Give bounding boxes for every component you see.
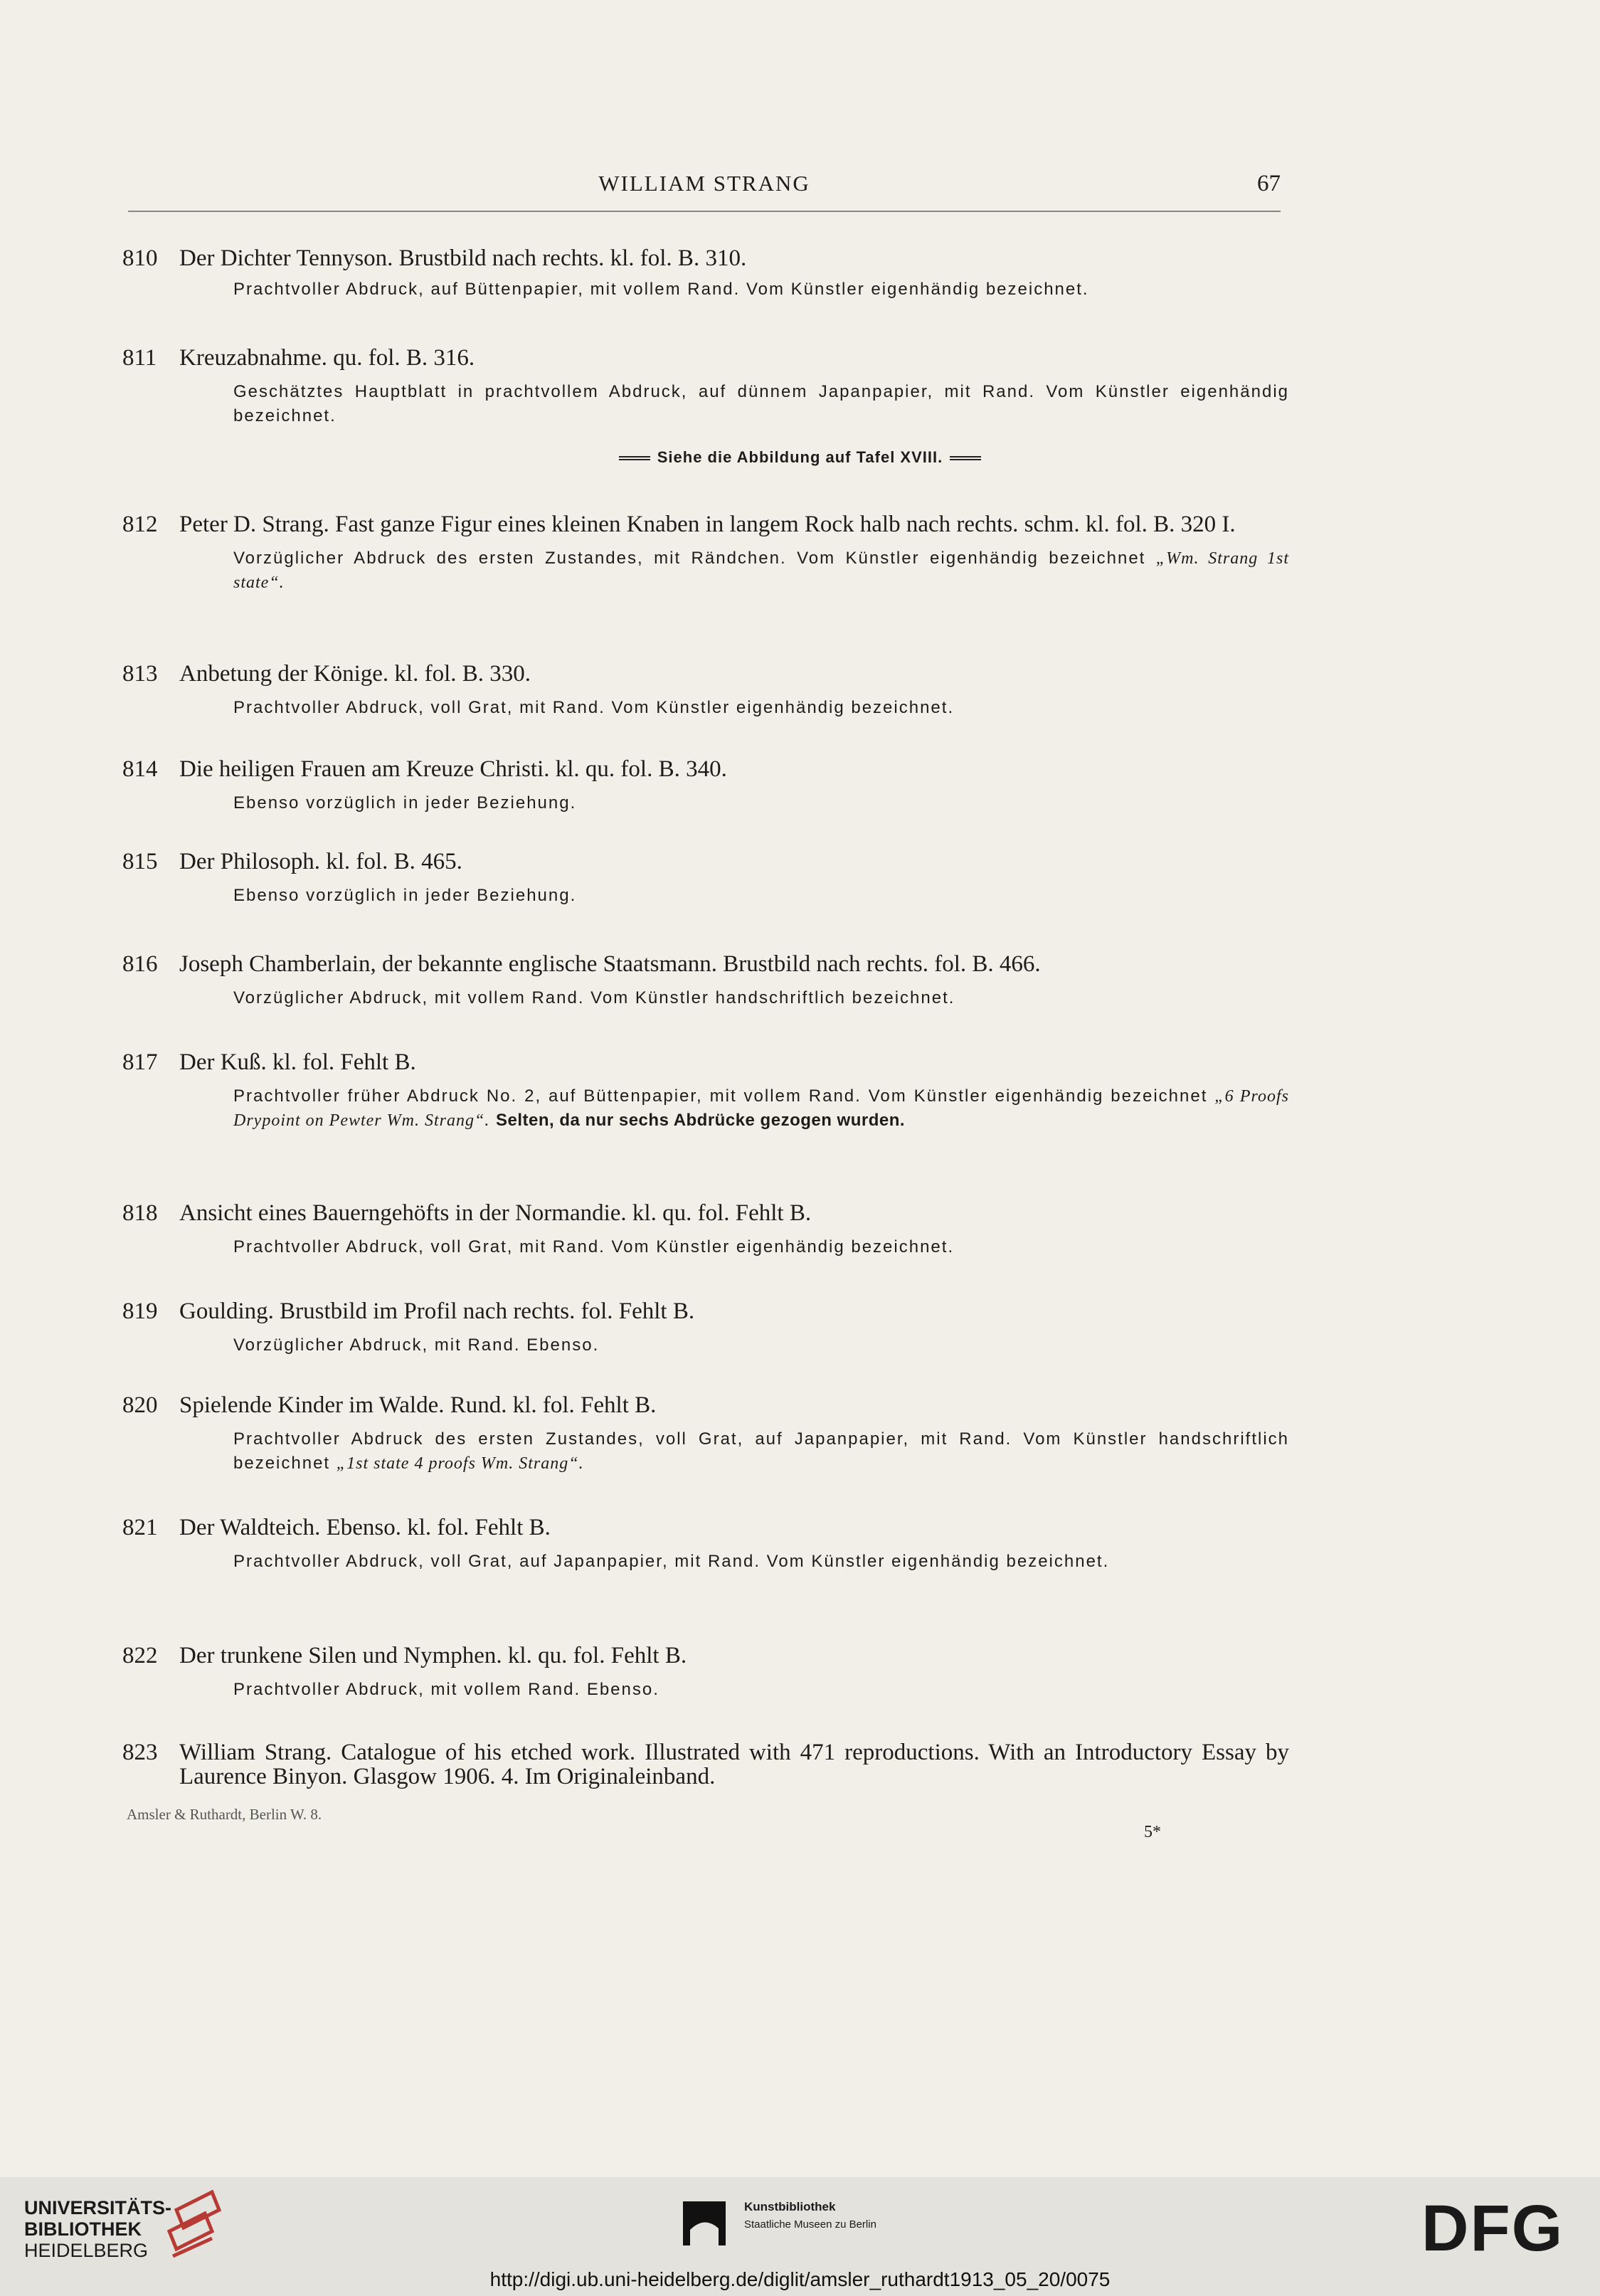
ub-heidelberg-emblem-icon xyxy=(162,2189,226,2267)
printer-imprint: Amsler & Ruthardt, Berlin W. 8. xyxy=(127,1806,322,1823)
entry-title: Die heiligen Frauen am Kreuze Christi. kl. qu. fol. B. 340. xyxy=(179,756,727,782)
page-number: 67 xyxy=(1257,171,1281,196)
catalog-entry xyxy=(122,850,1289,908)
inscription-text: „1st state 4 proofs Wm. Strang“. xyxy=(336,1454,584,1473)
entry-note xyxy=(233,1427,1289,1476)
entry-title: Joseph Chamberlain, der bekannte englische Staatsmann. Brustbild nach rechts. fol. B. 466. xyxy=(179,951,1041,977)
entry-title: Der Philosoph. kl. fol. B. 465. xyxy=(179,849,462,874)
entry-note: Prachtvoller Abdruck, voll Grat, mit Rand. Vom Künstler eigenhändig bezeichnet. xyxy=(233,698,955,717)
lot-number: 815 xyxy=(122,849,158,874)
catalog-entry xyxy=(122,757,1289,815)
entry-note: Prachtvoller Abdruck, auf Büttenpapier, mit vollem Rand. Vom Künstler eigenhändig bezeichnet. xyxy=(233,280,1089,299)
kunstbibliothek-emblem-icon xyxy=(683,2201,726,2245)
lot-number: 813 xyxy=(122,661,158,687)
logo-line: UNIVERSITÄTS- xyxy=(24,2197,172,2218)
entry-title: Spielende Kinder im Walde. Rund. kl. fol. Fehlt B. xyxy=(179,1392,657,1418)
inscription-text: „6 Proofs Drypoint on Pewter Wm. Strang“. xyxy=(233,1087,1289,1130)
entry-note: Ebenso vorzüglich in jeder Beziehung. xyxy=(233,886,577,905)
ornament-rule xyxy=(950,456,981,460)
lot-number: 820 xyxy=(122,1392,158,1418)
entry-note: Geschätztes Hauptblatt in prachtvollem Abdruck, auf dünnem Japanpapier, mit Rand. Vom Künstler eigenhändig bezeichnet. xyxy=(233,382,1289,425)
entry-note: Prachtvoller Abdruck, voll Grat, mit Rand. Vom Künstler eigenhändig bezeichnet. xyxy=(233,1237,955,1257)
page-header xyxy=(128,169,1281,212)
catalog-entry xyxy=(122,1644,1289,1702)
kunstbibliothek-subtitle: Staatliche Museen zu Berlin xyxy=(744,2218,876,2231)
lot-number: 812 xyxy=(122,512,158,537)
dfg-logo[interactable]: DFG xyxy=(1421,2192,1564,2265)
ornament-rule xyxy=(619,456,650,460)
catalog-entry xyxy=(122,246,1289,302)
kunstbibliothek-title: Kunstbibliothek xyxy=(744,2200,836,2213)
lot-number: 817 xyxy=(122,1049,158,1075)
catalog-entry xyxy=(122,952,1289,1010)
lot-number: 814 xyxy=(122,756,158,782)
entry-note: Ebenso vorzüglich in jeder Beziehung. xyxy=(233,793,577,813)
entry-title: William Strang. Catalogue of his etched work. Illustrated with 471 reproductions. With an Introductory Essay by Laurence Binyon. Glasgow 1906. 4. Im Originaleinband. xyxy=(179,1740,1289,1789)
entry-note: Prachtvoller Abdruck, voll Grat, auf Japanpapier, mit Rand. Vom Künstler eigenhändig bezeichnet. xyxy=(233,1552,1110,1571)
catalog-entry xyxy=(122,1050,1289,1133)
lot-number: 823 xyxy=(122,1740,158,1765)
lot-number: 811 xyxy=(122,345,157,371)
lot-number: 816 xyxy=(122,951,158,977)
entry-note xyxy=(233,546,1289,595)
entry-title: Ansicht eines Bauerngehöfts in der Normandie. kl. qu. fol. Fehlt B. xyxy=(179,1200,812,1226)
entry-title: Der Dichter Tennyson. Brustbild nach rechts. kl. fol. B. 310. xyxy=(179,245,747,271)
signature-mark: 5* xyxy=(1144,1823,1161,1841)
logo-line: BIBLIOTHEK xyxy=(24,2218,142,2240)
catalog-entry xyxy=(122,1299,1289,1358)
logo-line: HEIDELBERG xyxy=(24,2240,149,2261)
entry-title: Kreuzabnahme. qu. fol. B. 316. xyxy=(179,345,475,371)
catalog-entry xyxy=(122,1515,1289,1574)
note-text: Prachtvoller früher Abdruck No. 2, auf Büttenpapier, mit vollem Rand. Vom Künstler eigenhändig bezeichnet xyxy=(233,1086,1208,1106)
catalog-entry xyxy=(122,346,1289,428)
lot-number: 819 xyxy=(122,1298,158,1324)
entry-title: Peter D. Strang. Fast ganze Figur eines kleinen Knaben in langem Rock halb nach rechts. schm. kl. fol. B. 320 I. xyxy=(179,512,1236,537)
inscription-text: „Wm. Strang 1st state“. xyxy=(233,549,1290,592)
plate-reference-text: Siehe die Abbildung auf Tafel XVIII. xyxy=(657,448,943,466)
entry-note xyxy=(233,1084,1289,1133)
rarity-note: Selten, da nur sechs Abdrücke gezogen wurden. xyxy=(496,1111,906,1130)
running-title: WILLIAM STRANG xyxy=(598,171,810,196)
entry-note: Prachtvoller Abdruck, mit vollem Rand. Ebenso. xyxy=(233,1680,659,1699)
entry-note: Vorzüglicher Abdruck, mit Rand. Ebenso. xyxy=(233,1335,600,1355)
entry-title: Der Kuß. kl. fol. Fehlt B. xyxy=(179,1049,416,1075)
ub-heidelberg-logo[interactable] xyxy=(24,2197,171,2261)
catalog-entry xyxy=(122,1393,1289,1476)
plate-reference xyxy=(0,448,1600,467)
lot-number: 818 xyxy=(122,1200,158,1226)
lot-number: 821 xyxy=(122,1515,158,1540)
entry-title: Anbetung der Könige. kl. fol. B. 330. xyxy=(179,661,531,687)
entry-title: Goulding. Brustbild im Profil nach rechts. fol. Fehlt B. xyxy=(179,1298,695,1324)
entry-title: Der trunkene Silen und Nymphen. kl. qu. fol. Fehlt B. xyxy=(179,1643,687,1668)
catalog-entry xyxy=(122,1201,1289,1259)
lot-number: 822 xyxy=(122,1643,158,1668)
entry-note: Vorzüglicher Abdruck, mit vollem Rand. Vom Künstler handschriftlich bezeichnet. xyxy=(233,988,955,1007)
entry-title: Der Waldteich. Ebenso. kl. fol. Fehlt B. xyxy=(179,1515,551,1540)
note-text: Vorzüglicher Abdruck des ersten Zustandes, mit Rändchen. Vom Künstler eigenhändig bezeichnet xyxy=(233,549,1146,568)
lot-number: 810 xyxy=(122,245,158,271)
catalog-entry xyxy=(122,512,1289,595)
permalink-url[interactable]: http://digi.ub.uni-heidelberg.de/diglit/amsler_ruthardt1913_05_20/0075 xyxy=(489,2268,1111,2290)
note-text: Prachtvoller Abdruck des ersten Zustandes, voll Grat, auf Japanpapier, mit Rand. Vom Künstler handschriftlich bezeichnet xyxy=(233,1429,1289,1473)
catalog-entry xyxy=(122,1740,1289,1789)
catalog-entry xyxy=(122,662,1289,720)
